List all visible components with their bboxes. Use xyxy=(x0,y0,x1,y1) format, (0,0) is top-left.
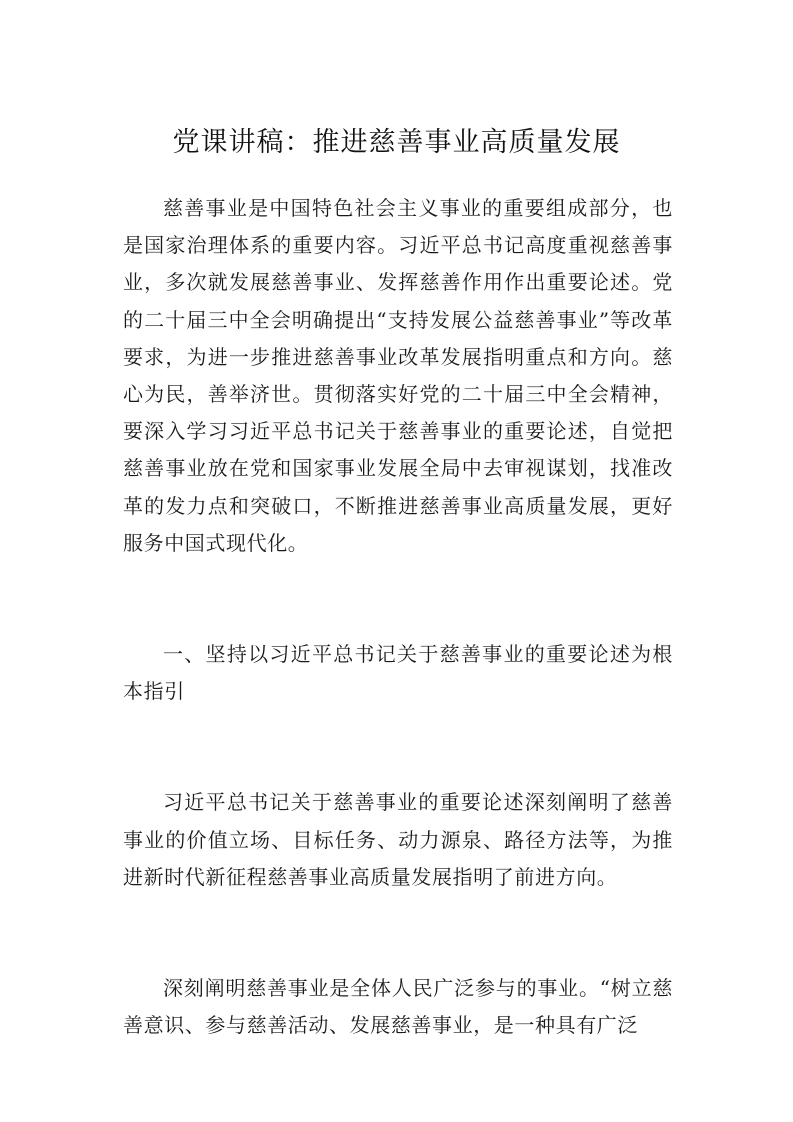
document-title: 党课讲稿：推进慈善事业高质量发展 xyxy=(172,127,621,158)
paragraph-intro: 慈善事业是中国特色社会主义事业的重要组成部分，也是国家治理体系的重要内容。习近平总书记高度重视慈善事业，多次就发展慈善事业、发挥慈善作用作出重要论述。党的二十届三中全会明确提出“支持发展公益慈善事业”等改革要求，为进一步推进慈善事业改革发展指明重点和方向。慈心为民，善举济世。贯彻落实好党的二十届三中全会精神，要深入学习习近平总书记关于慈善事业的重要论述，自觉把慈善事业放在党和国家事业发展全局中去审视谋划，找准改革的发力点和突破口，不断推进慈善事业高质量发展，更好服务中国式现代化。 xyxy=(123,196,673,555)
paragraph-section-1-summary: 习近平总书记关于慈善事业的重要论述深刻阐明了慈善事业的价值立场、目标任务、动力源泉、路径方法等，为推进新时代新征程慈善事业高质量发展指明了前进方向。 xyxy=(123,790,673,889)
section-heading-1: 一、坚持以习近平总书记关于慈善事业的重要论述为根本指引 xyxy=(123,642,673,704)
paragraph-spacer xyxy=(123,710,673,784)
paragraph-section-1-point: 深刻阐明慈善事业是全体人民广泛参与的事业。“树立慈善意识、参与慈善活动、发展慈善事业，是一种具有广泛 xyxy=(123,976,673,1038)
document-body xyxy=(123,190,673,1044)
paragraph-spacer xyxy=(123,562,673,636)
paragraph-spacer xyxy=(123,896,673,970)
